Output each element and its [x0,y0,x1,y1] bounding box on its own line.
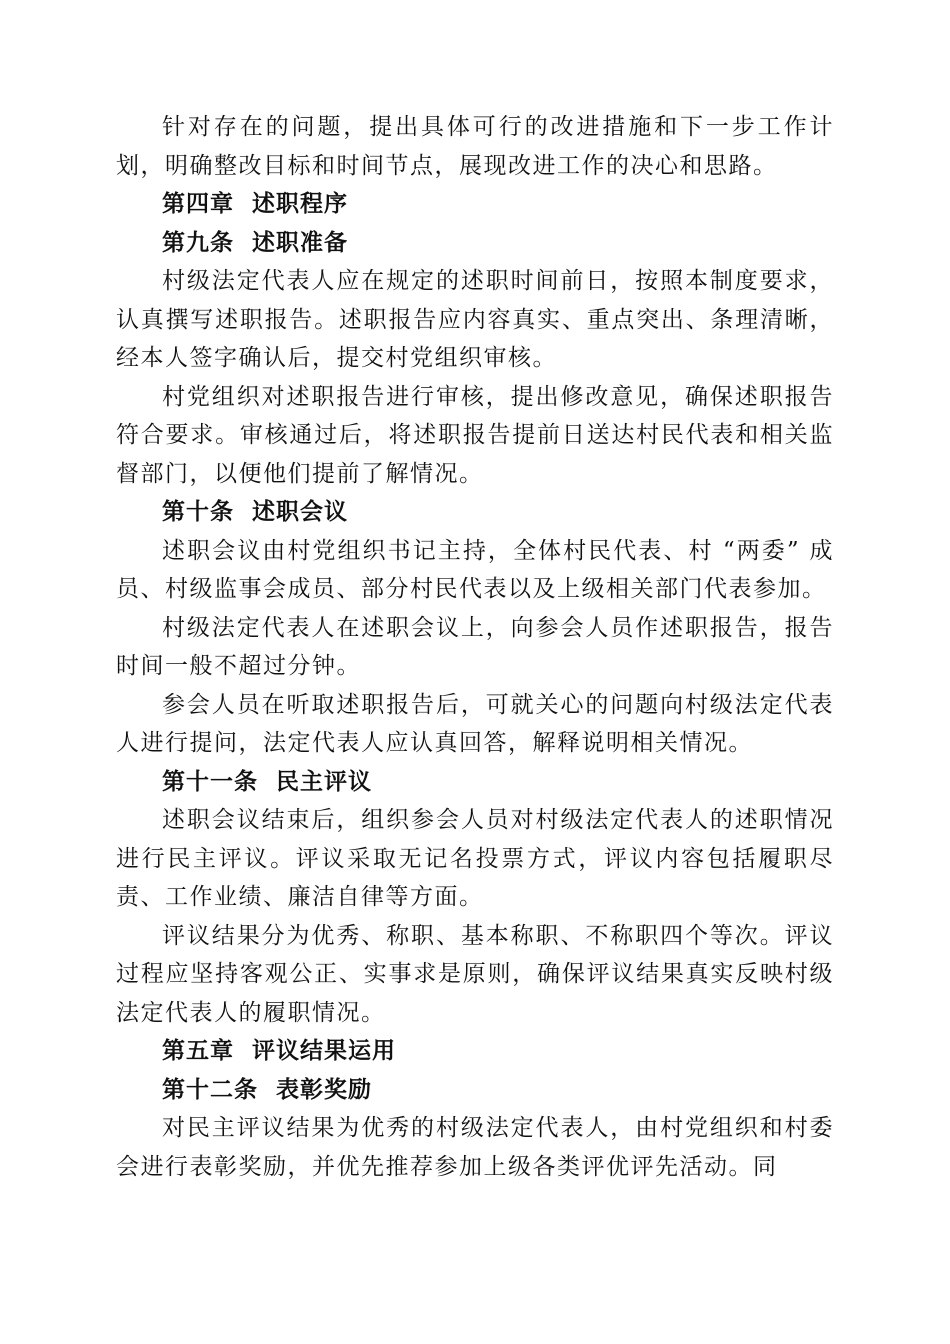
paragraph-report-review: 村党组织对述职报告进行审核，提出修改意见，确保述职报告符合要求。审核通过后，将述职报告提前日送达村民代表和相关监督部门，以便他们提前了解情况。 [116,383,834,487]
paragraph-report-time: 村级法定代表人在述职会议上，向参会人员作述职报告，报告时间一般不超过分钟。 [116,614,834,679]
chapter-5-heading: 第五章 评议结果运用 [162,1038,397,1064]
article-9-heading: 第九条 述职准备 [162,229,349,256]
paragraph-questions: 参会人员在听取述职报告后，可就关心的问题向村级法定代表人进行提问，法定代表人应认真回答，解释说明相关情况。 [116,691,834,756]
article-12-heading: 第十二条 表彰奖励 [162,1076,373,1103]
paragraph-meeting-attendees: 述职会议由村党组织书记主持，全体村民代表、村 “两委” 成员、村级监事会成员、部分村民代表以及上级相关部门代表参加。 [116,537,834,602]
paragraph-report-preparation: 村级法定代表人应在规定的述职时间前日，按照本制度要求，认真撰写述职报告。述职报告应内容真实、重点突出、条理清晰，经本人签字确认后，提交村党组织审核。 [116,268,834,371]
document-body [116,108,834,1186]
article-10-heading: 第十条 述职会议 [162,499,349,525]
paragraph-improvement-plan: 针对存在的问题，提出具体可行的改进措施和下一步工作计划，明确整改目标和时间节点，展现改进工作的决心和思路。 [116,114,834,179]
paragraph-commendation: 对民主评议结果为优秀的村级法定代表人，由村党组织和村委会进行表彰奖励，并优先推荐参加上级各类评优评先活动。同 [116,1115,834,1180]
paragraph-democratic-review: 述职会议结束后，组织参会人员对村级法定代表人的述职情况进行民主评议。评议采取无记名投票方式，评议内容包括履职尽责、工作业绩、廉洁自律等方面。 [116,807,834,910]
chapter-4-heading: 第四章 述职程序 [162,191,349,217]
article-11-heading: 第十一条 民主评议 [162,768,373,795]
paragraph-review-grades: 评议结果分为优秀、称职、基本称职、不称职四个等次。评议过程应坚持客观公正、实事求是原则，确保评议结果真实反映村级法定代表人的履职情况。 [116,922,834,1026]
